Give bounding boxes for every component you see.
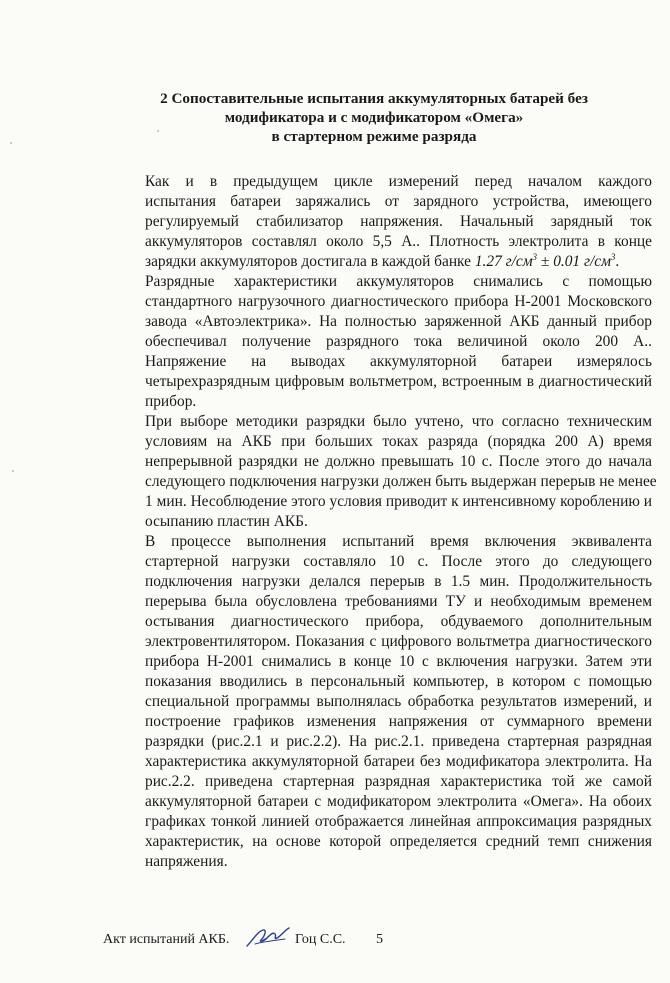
text-line: специальной программы выполнялась обработка результатов измерений, и <box>145 693 652 710</box>
text-line: показания вводились в персональный компьютер, в котором с помощью <box>145 673 652 690</box>
text-line: электровентилятором. Показания с цифрового вольтметра диагностического <box>145 633 652 650</box>
density-tolerance-exponent: 3 <box>610 251 616 262</box>
section-title <box>100 89 648 146</box>
text-line: стартерной нагрузки составляло 10 с. После этого до следующего <box>145 553 652 570</box>
text-line: осыпанию пластин АКБ. <box>145 513 308 530</box>
text-line: остывания диагностического прибора, обдуваемого дополнительным <box>145 613 652 630</box>
scan-speck <box>12 470 14 472</box>
text-line-density <box>103 252 652 272</box>
text-line: Разрядные характеристики аккумуляторов снимались с помощью <box>145 273 652 290</box>
text-line: прибора Н-2001 снимались в конце 10 с включения нагрузки. Затем эти <box>145 653 652 670</box>
paragraph-1 <box>103 172 652 272</box>
density-exponent: 3 <box>532 251 538 262</box>
scan-speck <box>10 142 12 144</box>
density-value: 1.27 г/см <box>474 253 533 270</box>
text-line: стандартного нагрузочного диагностического прибора Н-2001 Московского <box>145 293 652 310</box>
text-line: Напряжение на выводах аккумуляторной батареи измерялось <box>145 353 652 370</box>
text-line: прибор. <box>145 393 197 410</box>
title-line-3: в стартерном режиме разряда <box>271 128 477 145</box>
paragraph-2 <box>103 272 652 412</box>
text-line: аккумуляторной батареи с модификатором электролита «Омега». На обоих <box>145 793 652 810</box>
text-line: При выборе методики разрядки было учтено, что согласно техническим <box>145 413 652 430</box>
paragraph-4 <box>103 532 652 872</box>
text-line: графиках тонкой линией отображается линейная аппроксимация разрядных <box>145 813 652 830</box>
title-line-1: 2 Сопоставительные испытания аккумуляторных батарей без <box>160 90 588 107</box>
text-line: построение графиков изменения напряжения от суммарного времени <box>145 713 652 730</box>
text-line: следующего подключения нагрузки должен быть выдержан перерыв не менее <box>145 473 657 490</box>
text-line: завода «Автоэлектрика». На полностью заряженной АКБ данный прибор <box>145 313 652 330</box>
page-number: 5 <box>376 932 383 947</box>
page-footer <box>103 928 623 954</box>
paragraph-3 <box>103 412 657 532</box>
body-text <box>103 172 657 872</box>
footer-signatory-name: Гоц С.С. <box>295 932 346 947</box>
text-line: условиям на АКБ при больших токах разряда (порядка 200 А) время <box>145 433 652 450</box>
text-line: напряжения. <box>145 853 228 870</box>
title-line-2: модификатора и с модификатором «Омега» <box>224 109 524 126</box>
text-line: Как и в предыдущем цикле измерений перед началом каждого <box>145 173 652 190</box>
text-line: рис.2.2. приведена стартерная разрядная характеристика той же самой <box>145 773 652 790</box>
text-line: разрядки (рис.2.1 и рис.2.2). На рис.2.1. приведена стартерная разрядная <box>145 733 652 750</box>
density-prefix: зарядки аккумуляторов достигала в каждой банке <box>145 253 475 270</box>
text-line: обеспечивал получение разрядного тока величиной около 200 А.. <box>145 333 652 350</box>
text-line: перерыва была обусловлена требованиями ТУ и необходимым временем <box>145 593 652 610</box>
footer-act-label: Акт испытаний АКБ. <box>103 932 230 947</box>
text-line: регулируемый стабилизатор напряжения. Начальный зарядный ток <box>145 213 652 230</box>
text-line: аккумуляторов составлял около 5,5 А.. Плотность электролита в конце <box>145 233 652 250</box>
text-line: В процессе выполнения испытаний время включения эквивалента <box>145 533 652 550</box>
text-line: четырехразрядным цифровым вольтметром, встроенным в диагностический <box>145 373 652 390</box>
scan-speck <box>157 130 159 132</box>
signature-icon <box>245 922 291 952</box>
text-line: непрерывной разрядки не должно превышать 10 с. После этого до начала <box>145 453 652 470</box>
text-line: характеристика аккумуляторной батареи без модификатора электролита. На <box>145 753 652 770</box>
text-line: испытания батареи заряжались от зарядного устройства, имеющего <box>145 193 652 210</box>
text-line: характеристик, на основе которой определяется средний темп снижения <box>145 833 652 850</box>
density-tolerance: ± 0.01 г/см <box>537 253 611 270</box>
text-line: 1 мин. Несоблюдение этого условия приводит к интенсивному короблению и <box>145 493 652 510</box>
density-end: . <box>615 253 620 270</box>
text-line: подключения нагрузки делался перерыв в 1.5 мин. Продолжительность <box>145 573 652 590</box>
